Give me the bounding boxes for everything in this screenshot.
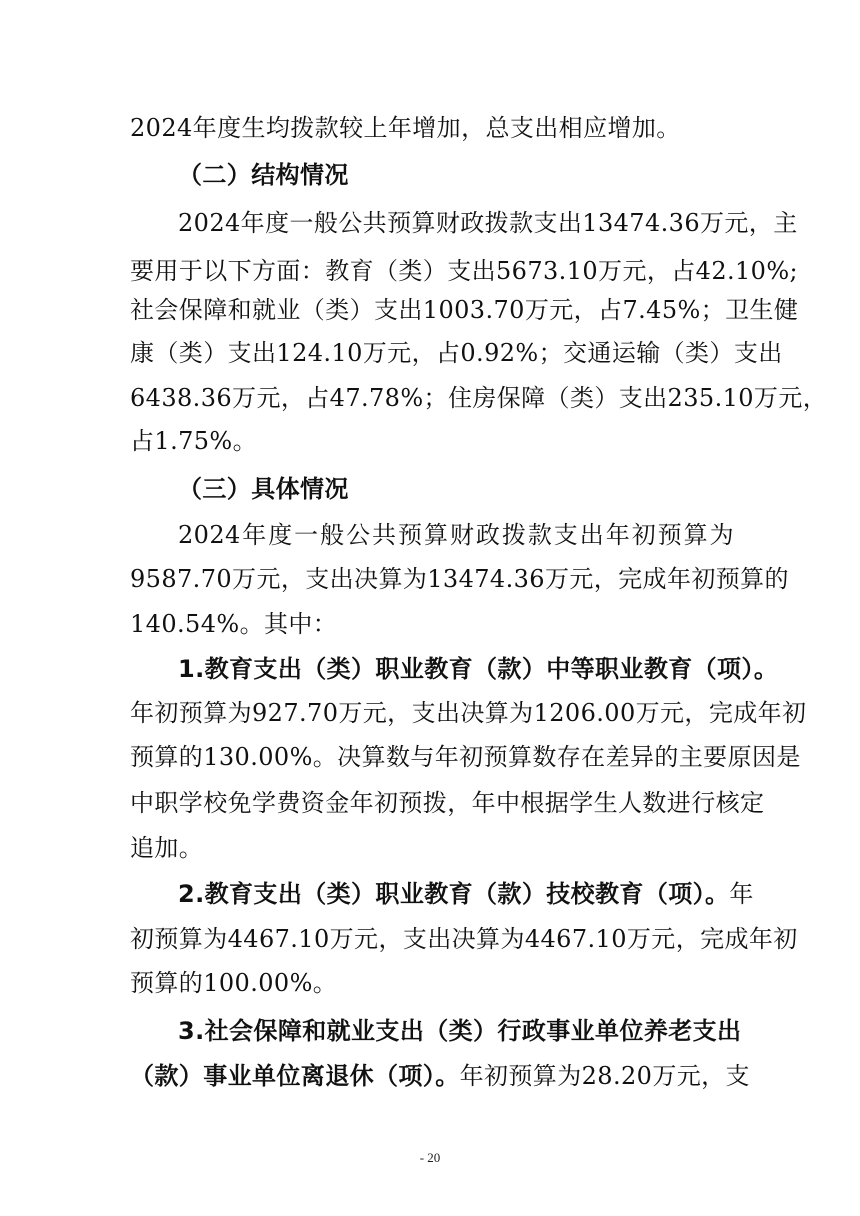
paragraph-line: 140.54%。其中： xyxy=(130,610,338,638)
item-heading: 3.社会保障和就业支出（类）行政事业单位养老支出 xyxy=(178,1017,742,1045)
paragraph-line: 中职学校免学费资金年初预拨，年中根据学生人数进行核定 xyxy=(130,789,765,817)
paragraph-line: 2024年度生均拨款较上年增加，总支出相应增加。 xyxy=(130,114,681,142)
item-heading-line: （款）事业单位离退休（项）。年初预算为28.20万元，支 xyxy=(130,1062,750,1090)
paragraph-line: 2024年度一般公共预算财政拨款支出年初预算为 xyxy=(178,521,734,549)
section-heading-structure: （二）结构情况 xyxy=(178,161,349,189)
item-heading: 2.教育支出（类）职业教育（款）技校教育（项）。 xyxy=(178,880,730,908)
item-heading: （款）事业单位离退休（项）。 xyxy=(130,1062,460,1090)
paragraph-line: 初预算为4467.10万元，支出决算为4467.10万元，完成年初 xyxy=(130,925,798,953)
paragraph-line: 9587.70万元，支出决算为13474.36万元，完成年初预算的 xyxy=(130,565,789,593)
paragraph-line: 要用于以下方面：教育（类）支出5673.10万元，占42.10%; xyxy=(130,257,799,285)
paragraph-line: 预算的130.00%。决算数与年初预算数存在差异的主要原因是 xyxy=(130,743,801,771)
section-heading-details: （三）具体情况 xyxy=(178,475,349,503)
paragraph-line: 康（类）支出124.10万元，占0.92%；交通运输（类）支出 xyxy=(130,339,783,367)
page-number: - 20 xyxy=(419,1150,441,1165)
paragraph-line: 6438.36万元，占47.78%；住房保障（类）支出235.10万元， xyxy=(130,384,828,412)
paragraph-line: 预算的100.00%。 xyxy=(130,969,338,997)
item-heading: 1.教育支出（类）职业教育（款）中等职业教育（项）。 xyxy=(178,655,779,683)
paragraph-line: 2024年度一般公共预算财政拨款支出13474.36万元，主 xyxy=(178,209,798,237)
item-heading-line: 2.教育支出（类）职业教育（款）技校教育（项）。年 xyxy=(178,880,754,908)
paragraph-line: 追加。 xyxy=(130,834,204,862)
paragraph-line: 年初预算为927.70万元，支出决算为1206.00万元，完成年初 xyxy=(130,699,807,727)
item-heading-line xyxy=(178,654,779,684)
paragraph-line: 占1.75%。 xyxy=(130,427,258,455)
paragraph-line: 社会保障和就业（类）支出1003.70万元，占7.45%；卫生健 xyxy=(130,296,799,324)
item-heading-line xyxy=(178,1016,742,1046)
